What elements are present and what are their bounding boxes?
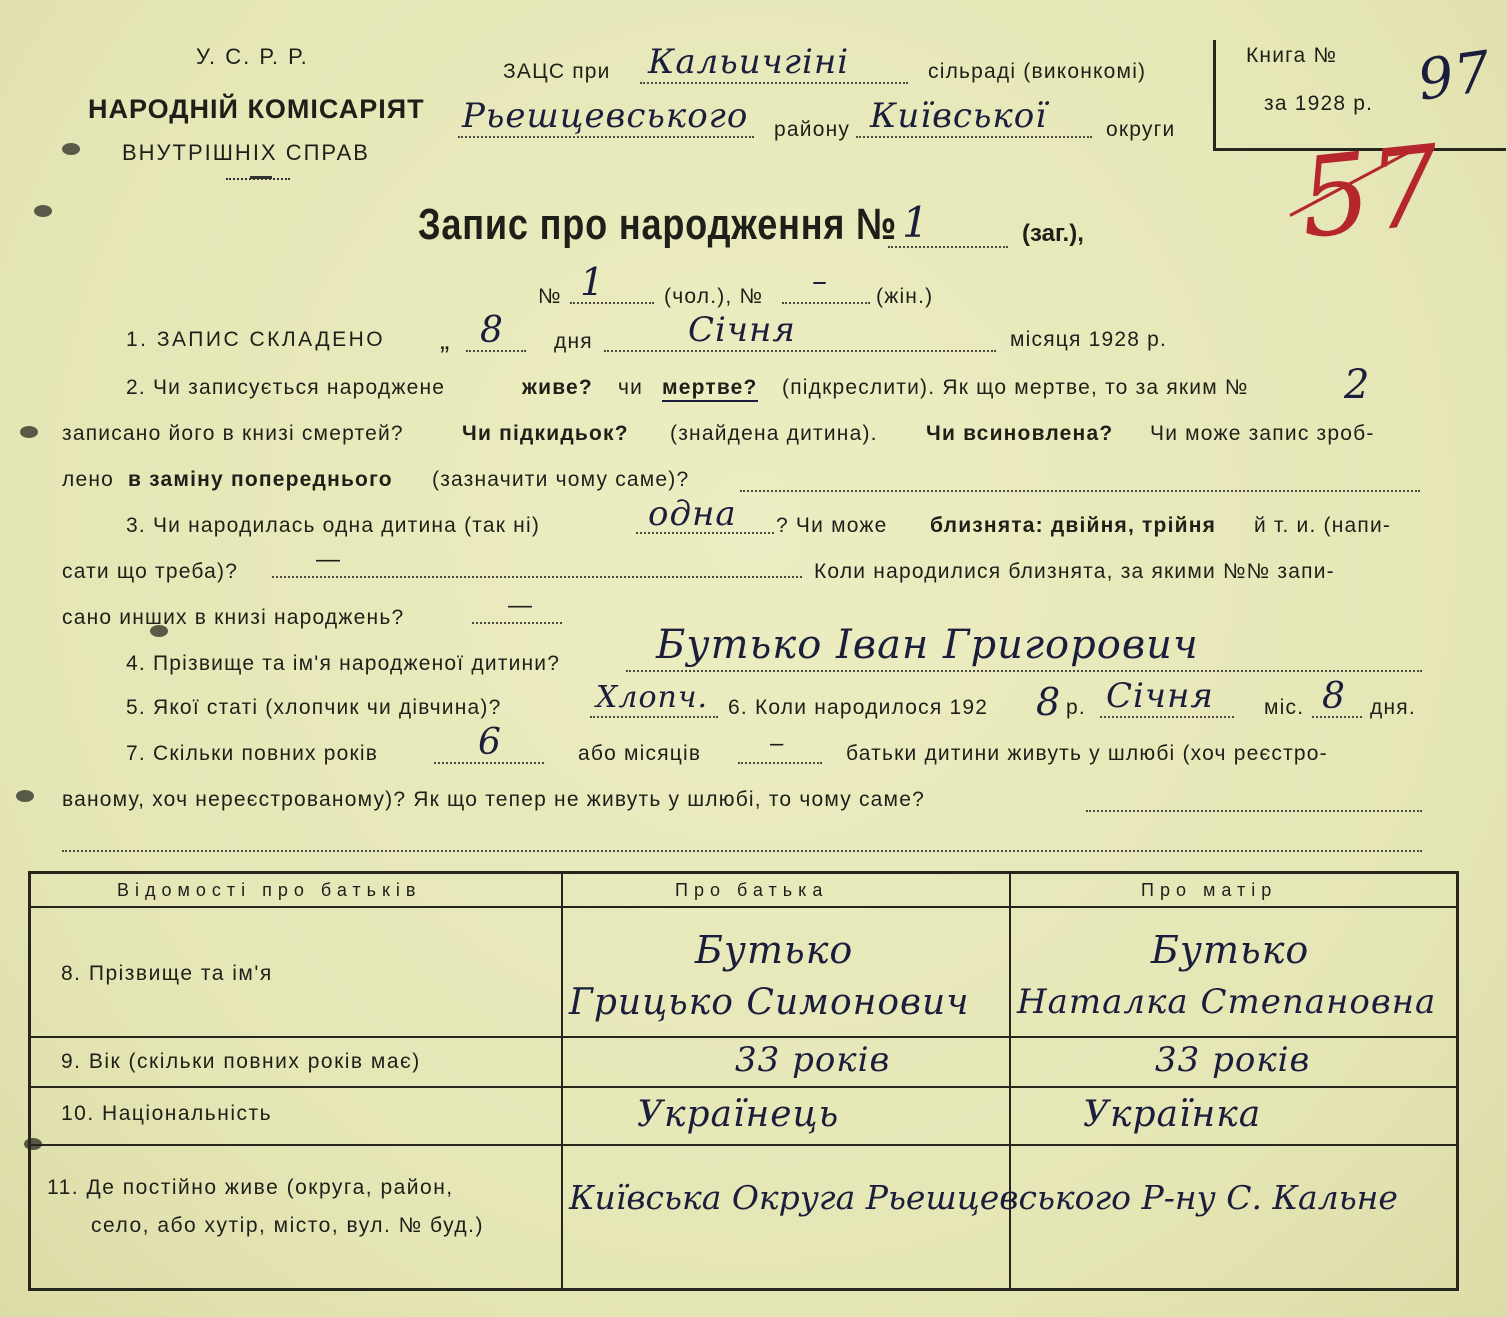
row-divider [31, 1036, 1456, 1038]
q3-dash2-value: — [508, 592, 532, 619]
q1-day-field [466, 310, 526, 352]
punch-hole [20, 426, 38, 438]
father-nationality: Українець [637, 1094, 840, 1135]
q1-month-value: Січня [688, 310, 796, 350]
column-divider [1009, 874, 1011, 1288]
q7-years-field [434, 722, 544, 764]
q3-dash2-field [472, 592, 562, 624]
q1-month-label: місяця 1928 р. [1010, 328, 1168, 351]
column-divider [561, 874, 563, 1288]
q2-line2-c: Чи може запис зроб- [1150, 422, 1375, 445]
title-suffix: (заг.), [1022, 220, 1084, 247]
female-number-field [782, 264, 870, 304]
page-title: Запис про народження № [418, 200, 898, 249]
book-year: за 1928 р. [1264, 92, 1374, 115]
q2-adopted: Чи всиновлена? [926, 422, 1114, 445]
q2-number-value: 2 [1344, 362, 1371, 408]
q7-label-c: батьки дитини живуть у шлюбі (хоч реєстро- [846, 742, 1328, 765]
q7-label-a: 7. Скільки повних років [126, 742, 379, 765]
mother-age: 33 років [1155, 1040, 1311, 1080]
q3-line1-c: й т. и. (напи- [1254, 514, 1392, 537]
punch-hole [62, 143, 80, 155]
q3-line1-b: ? Чи може [776, 514, 888, 537]
q2-line3-b: (зазначити чому саме)? [432, 468, 690, 491]
q4-label: 4. Прізвище та ім'я народженої дитини? [126, 652, 561, 675]
q6-label: 6. Коли народилося 192 [728, 696, 989, 719]
q2-line2-a: записано його в книзі смертей? [62, 422, 404, 445]
q2-or: чи [618, 376, 644, 399]
q3-line3-a: сано инших в книзі народжень? [62, 606, 405, 629]
q6-year-suffix: р. [1066, 696, 1086, 719]
father-surname: Бутько [695, 928, 854, 972]
title-number-field [888, 198, 1008, 248]
q5-label: 5. Якої статі (хлопчик чи дівчина)? [126, 696, 502, 719]
zags-village-value: Кальичгіні [648, 42, 850, 82]
q2-line1-a: 2. Чи записується народжене [126, 376, 446, 399]
q6-month-field [1100, 676, 1234, 718]
q3-line1-a: 3. Чи народилась одна дитина (так ні) [126, 514, 541, 537]
q4-answer-value: Бутько Іван Григорович [656, 622, 1199, 668]
q6-month-label: міс. [1264, 696, 1305, 719]
q7-reason-field-2 [62, 838, 1422, 852]
punch-hole [16, 790, 34, 802]
district-value: Рьешцевського [462, 96, 749, 136]
book-number-hand: 97 [1413, 39, 1496, 114]
row-label-residence-1: 11. Де постійно живе (округа, район, [47, 1176, 454, 1199]
q7-months-value: – [770, 730, 784, 757]
row-label-residence-2: село, або хутір, місто, вул. № буд.) [91, 1214, 484, 1237]
mother-surname: Бутько [1151, 928, 1310, 972]
q3-answer-value: одна [648, 494, 737, 534]
header-row-divider [31, 906, 1456, 908]
father-name: Грицько Симонович [569, 982, 970, 1023]
q1-open-quote: „ [440, 324, 451, 355]
q4-answer-field [626, 622, 1422, 672]
red-mark: 57 [1293, 121, 1447, 263]
mother-nationality: Українка [1083, 1094, 1262, 1135]
punch-hole [34, 205, 52, 217]
row-divider [31, 1144, 1456, 1146]
q2-alive: живе? [522, 376, 593, 399]
father-age: 33 років [735, 1040, 891, 1080]
q2-replace: в заміну попереднього [128, 468, 393, 491]
mother-name: Наталка Степановна [1017, 982, 1437, 1022]
q3-dash1-field [272, 546, 802, 578]
okruha-value: Київської [870, 96, 1048, 136]
q2-foundling: Чи підкидьок? [462, 422, 629, 445]
republic-label: У. С. Р. Р. [196, 44, 309, 69]
zags-suffix: сільраді (виконкомі) [928, 60, 1147, 83]
q3-line2-b: Коли народилися близнята, за якими №№ запи- [814, 560, 1335, 583]
q2-replace-field [740, 474, 1420, 492]
q6-month-value: Січня [1106, 676, 1214, 716]
row-divider [31, 1086, 1456, 1088]
q3-answer-field [636, 494, 774, 534]
header-divider-center [250, 176, 272, 179]
commissariat-label: НАРОДНІЙ КОМІСАРІЯТ [88, 94, 425, 124]
q5-answer-value: Хлопч. [596, 680, 709, 715]
residence-address: Київська Округа Рьешцевського Р-ну С. Кальне [569, 1178, 1398, 1217]
q6-day-label: дня. [1370, 696, 1416, 719]
q3-twins: близнята: двійня, трійня [930, 514, 1217, 537]
male-number-value: 1 [580, 260, 606, 304]
q7-reason-field-1 [1086, 798, 1422, 812]
q6-year-digit: 8 [1036, 680, 1062, 724]
female-label: (жін.) [876, 285, 934, 308]
male-label: (чол.), № [664, 285, 764, 308]
q7-months-field [738, 730, 822, 764]
q6-day-field [1312, 676, 1362, 718]
okruha-field [856, 96, 1092, 138]
district-field [458, 96, 754, 138]
female-number-value: – [812, 264, 828, 299]
q7-years-value: 6 [478, 722, 502, 763]
col-header-info: Відомості про батьків [117, 880, 422, 900]
row-label-nationality: 10. Національність [61, 1102, 273, 1125]
district-label: району [774, 118, 851, 141]
q1-month-field [604, 310, 996, 352]
q3-dash1-value: — [316, 546, 340, 573]
q7-line2: ваному, хоч нереєстрованому)? Як що тепер не живуть у шлюбі, то чому саме? [62, 788, 925, 811]
q7-label-b: або місяців [578, 742, 702, 765]
row-label-age: 9. Вік (скільки повних років має) [61, 1050, 421, 1073]
q2-line2-b: (знайдена дитина). [670, 422, 878, 445]
book-label: Книга № [1246, 44, 1338, 67]
male-number-field [570, 260, 654, 304]
title-number-value: 1 [902, 198, 930, 247]
zags-village-field [640, 42, 908, 84]
zags-prefix: ЗАЦС при [503, 60, 611, 83]
q1-day-value: 8 [480, 310, 504, 351]
q1-label: 1. ЗАПИС СКЛАДЕНО [126, 328, 386, 351]
col-header-father: Про батька [675, 880, 829, 900]
subnumber-no: № [538, 285, 562, 308]
q5-answer-field [590, 680, 718, 718]
col-header-mother: Про матір [1141, 880, 1278, 900]
q2-line3-a: лено [62, 468, 115, 491]
q2-line1-b: (підкреслити). Як що мертве, то за яким № [782, 376, 1249, 399]
q1-day-label: дня [554, 330, 593, 353]
row-label-name: 8. Прізвище та ім'я [61, 962, 273, 985]
q2-dead: мертве? [662, 376, 758, 402]
parents-table [28, 871, 1459, 1291]
q3-line2-a: сати що треба)? [62, 560, 239, 583]
department-label: ВНУТРІШНІХ СПРАВ [122, 140, 370, 165]
okruha-label: округи [1106, 118, 1176, 141]
q6-day-value: 8 [1322, 676, 1346, 717]
